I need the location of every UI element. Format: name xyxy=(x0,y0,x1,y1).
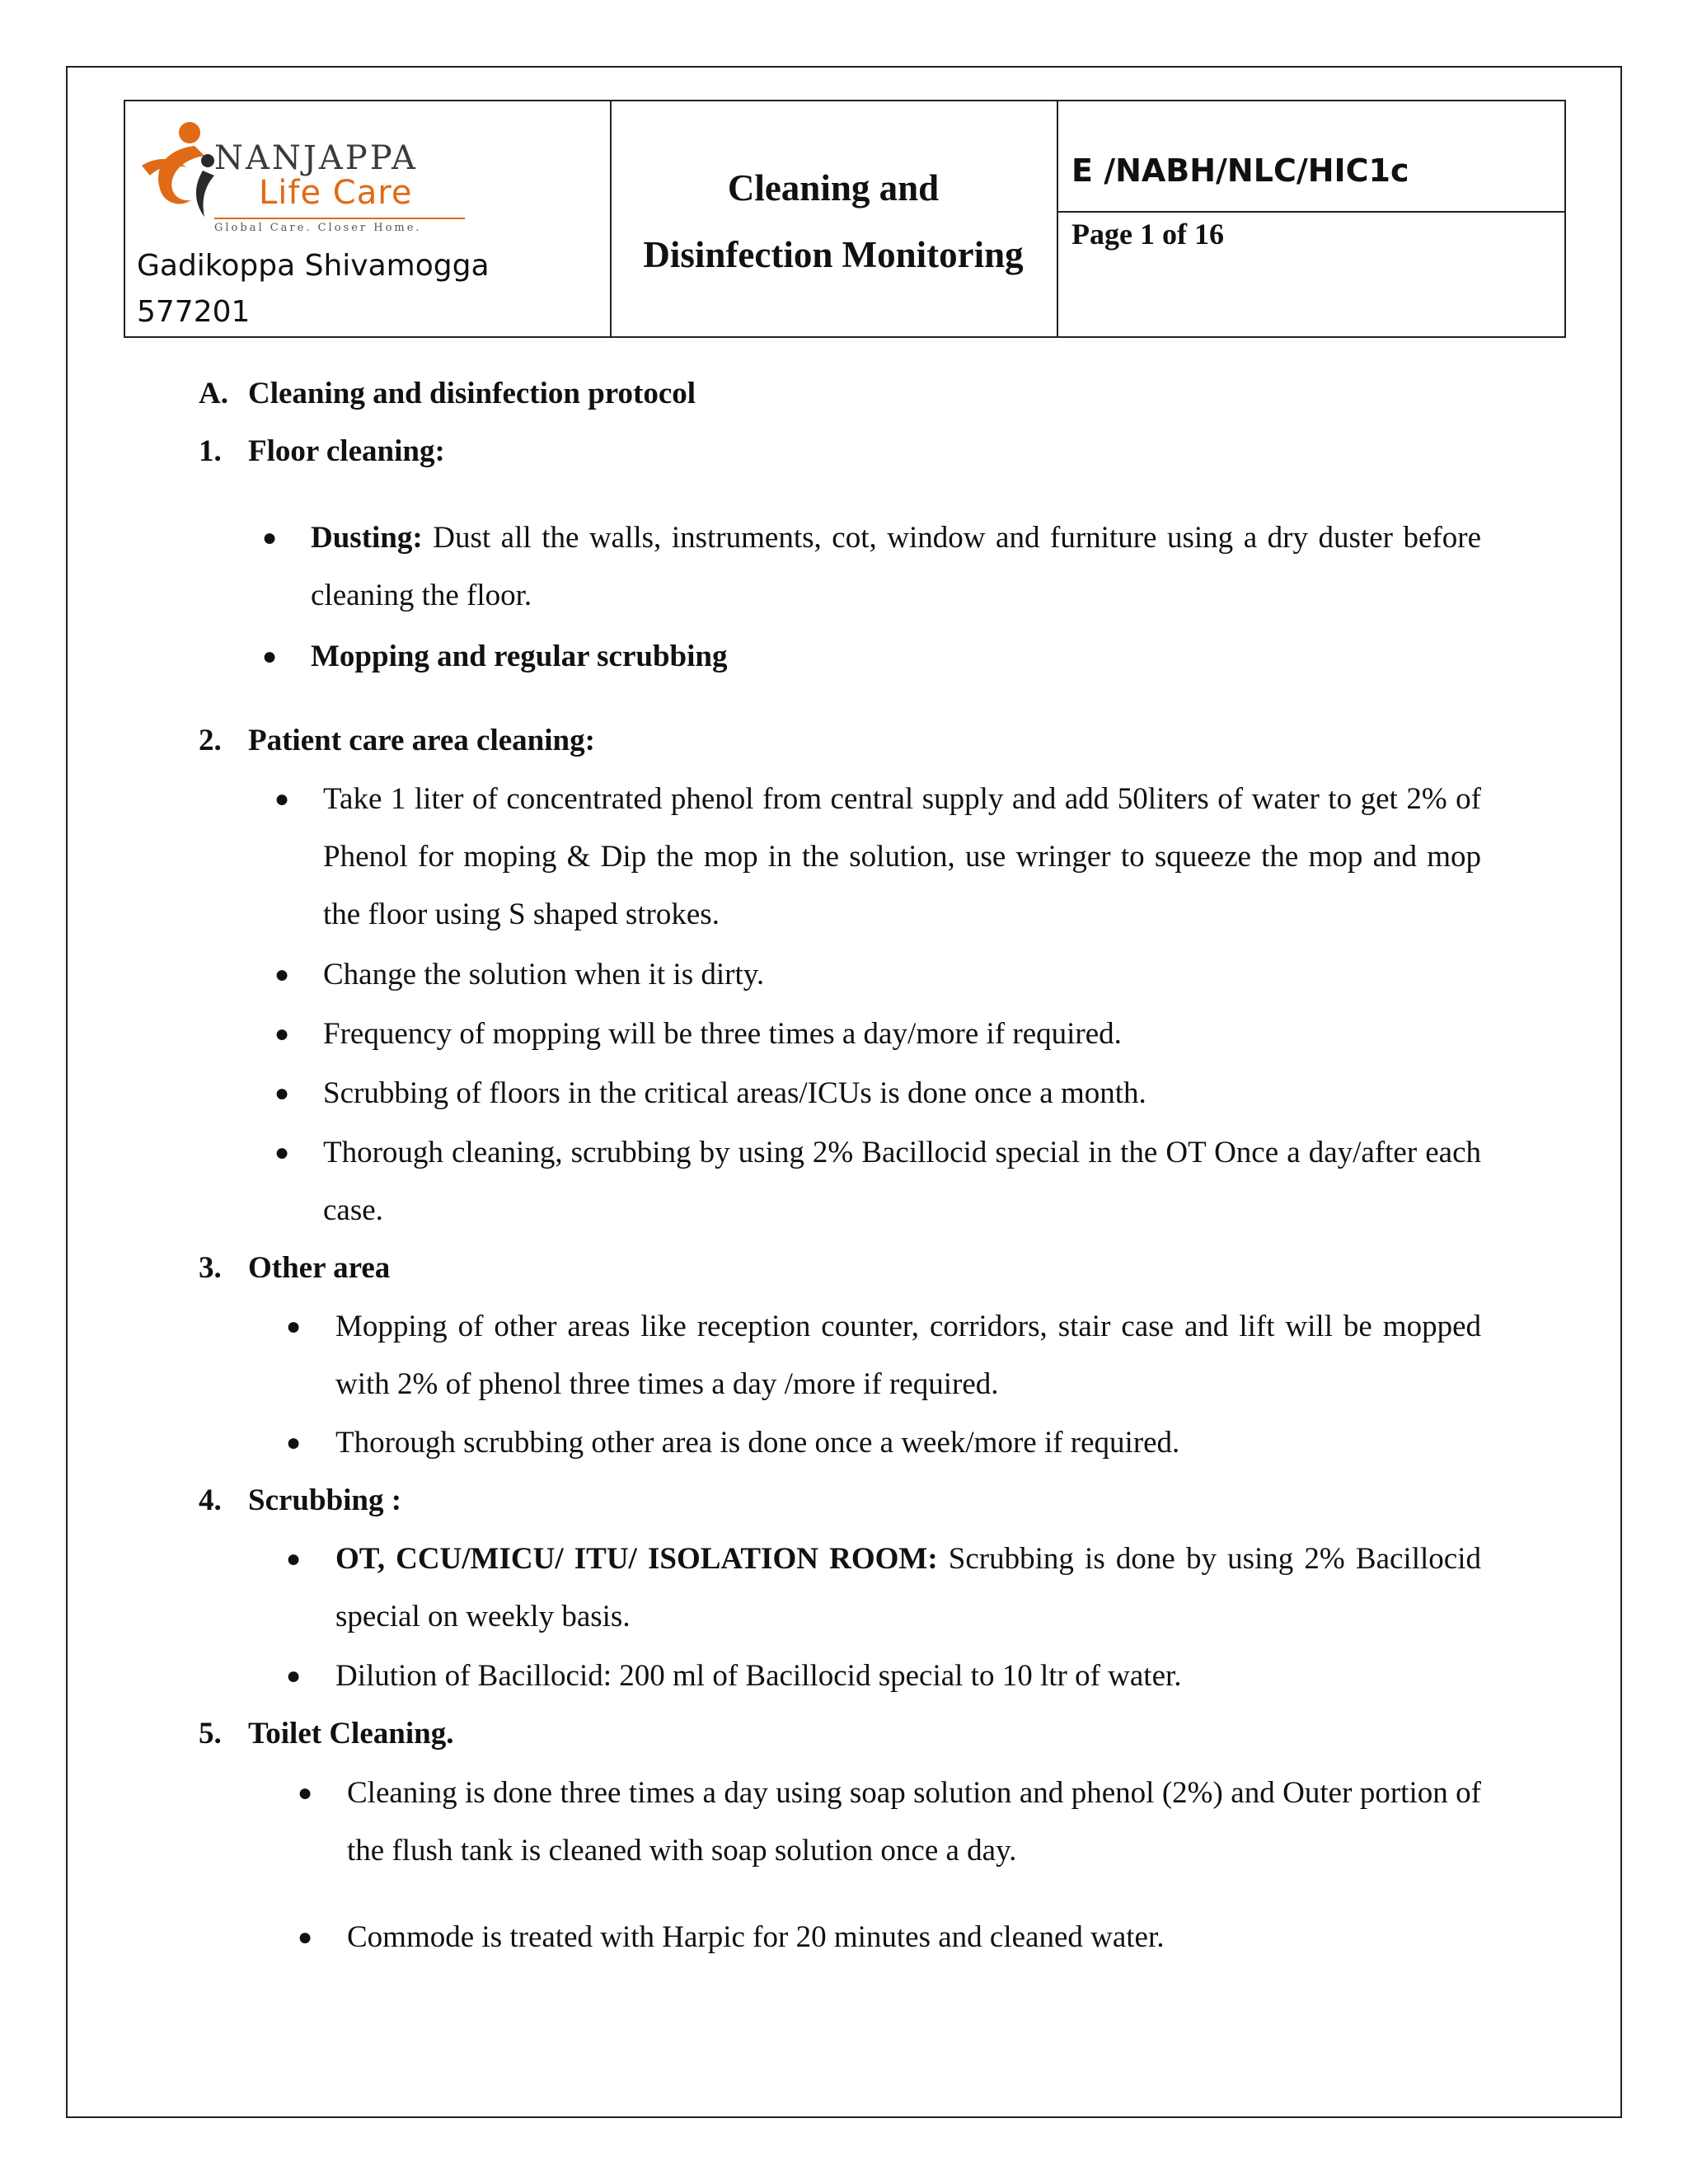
item-heading: Patient care area cleaning: xyxy=(248,724,595,757)
item-heading: Other area xyxy=(248,1251,391,1285)
bullet-icon: ● xyxy=(298,1779,313,1807)
item-number: 3. xyxy=(199,1251,222,1285)
list-item-text: Dust all the walls, instruments, cot, window and furniture using a dry duster before cleaning the floor. xyxy=(311,521,1481,612)
list-item: Change the solution when it is dirty. xyxy=(323,958,765,991)
bullet-icon: ● xyxy=(274,1139,290,1166)
bullet-icon: ● xyxy=(286,1429,302,1456)
logo-word-nanjappa: NANJAPPA xyxy=(214,139,418,177)
bullet-icon: ● xyxy=(286,1662,302,1690)
document-title-line1: Cleaning and xyxy=(727,167,940,209)
logo-word-life-care: Life Care xyxy=(259,174,413,212)
item-heading: Floor cleaning: xyxy=(248,434,445,468)
company-logo xyxy=(135,106,481,246)
list-item: Dilution of Bacillocid: 200 ml of Bacillocid special to 10 ltr of water. xyxy=(335,1659,1182,1693)
bullet-icon: ● xyxy=(274,1020,290,1047)
bullet-icon: ● xyxy=(286,1545,302,1572)
document-header xyxy=(124,100,1566,338)
item-heading: Scrubbing : xyxy=(248,1483,402,1517)
header-meta-cell xyxy=(1057,101,1564,336)
bullet-icon: ● xyxy=(262,643,278,670)
list-item-label: OT, CCU/MICU/ ITU/ ISOLATION ROOM: xyxy=(335,1542,938,1576)
document-code: E /NABH/NLC/HIC1c xyxy=(1071,152,1409,189)
list-item-label: Dusting: xyxy=(311,521,423,555)
section-marker: A. xyxy=(199,377,228,410)
item-number: 1. xyxy=(199,434,222,468)
logo-tagline: Global Care. Closer Home. xyxy=(214,222,422,234)
bullet-icon: ● xyxy=(298,1924,313,1951)
bullet-icon: ● xyxy=(262,524,278,551)
bullet-icon: ● xyxy=(274,785,290,813)
list-item: Cleaning is done three times a day using soap solution and phenol (2%) and Outer portion of the flush tank is cleaned with soap solution once a day. xyxy=(347,1776,1481,1868)
section-heading: Cleaning and disinfection protocol xyxy=(248,377,696,410)
list-item xyxy=(335,1530,1481,1646)
list-item-text: Scrubbing is done by using 2% Bacillocid special on weekly basis. xyxy=(335,1542,1481,1633)
header-title-cell xyxy=(610,101,1058,336)
item-number: 2. xyxy=(199,724,222,757)
item-number: 5. xyxy=(199,1717,222,1750)
page-number: Page 1 of 16 xyxy=(1071,218,1224,251)
document-title xyxy=(610,155,1057,288)
bullet-icon: ● xyxy=(274,1080,290,1107)
document-title-line2: Disinfection Monitoring xyxy=(643,234,1024,275)
header-logo-cell xyxy=(125,101,612,336)
document-code-cell xyxy=(1057,101,1564,213)
list-item: Thorough scrubbing other area is done once a week/more if required. xyxy=(335,1426,1180,1460)
list-item: Mopping of other areas like reception counter, corridors, stair case and lift will be mopped with 2% of phenol three times a day /more if required. xyxy=(335,1310,1481,1401)
logo-figure-icon xyxy=(135,106,226,230)
logo-divider xyxy=(214,218,465,219)
list-item: Take 1 liter of concentrated phenol from central supply and add 50liters of water to get 2% of Phenol for moping & Dip the mop in the solution, use wringer to squeeze the mop and mop the floor using S shaped strokes. xyxy=(323,782,1481,931)
list-item: Mopping and regular scrubbing xyxy=(311,640,728,673)
item-number: 4. xyxy=(199,1483,222,1517)
list-item: Frequency of mopping will be three times a day/more if required. xyxy=(323,1017,1122,1051)
list-item: Thorough cleaning, scrubbing by using 2% Bacillocid special in the OT Once a day/after each case. xyxy=(323,1136,1481,1227)
hospital-address xyxy=(137,243,490,335)
list-item: Scrubbing of floors in the critical areas/ICUs is done once a month. xyxy=(323,1076,1146,1110)
bullet-icon: ● xyxy=(286,1313,302,1340)
list-item: Commode is treated with Harpic for 20 minutes and cleaned water. xyxy=(347,1920,1165,1954)
item-heading: Toilet Cleaning. xyxy=(248,1717,454,1750)
bullet-icon: ● xyxy=(274,961,290,988)
address-line: Gadikoppa Shivamogga xyxy=(137,249,490,283)
list-item xyxy=(311,509,1481,625)
address-pincode: 577201 xyxy=(137,295,251,329)
